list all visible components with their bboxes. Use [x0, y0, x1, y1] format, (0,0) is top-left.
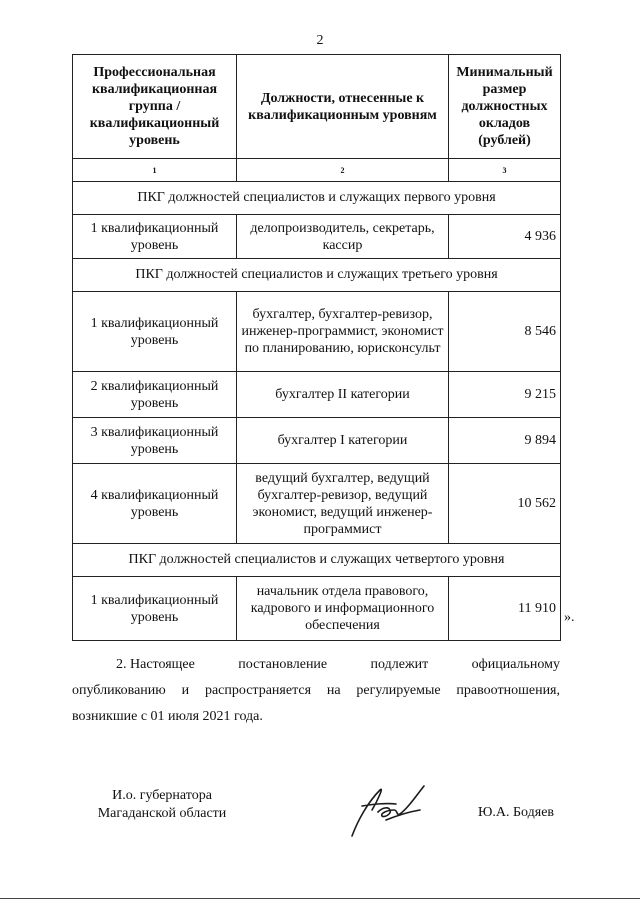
group-title: ПКГ должностей специалистов и служащих третьего уровня	[73, 259, 561, 292]
table-header-row	[73, 55, 561, 159]
handwritten-signature	[338, 780, 430, 840]
paragraph-word: подлежит	[370, 657, 429, 672]
positions: ведущий бухгалтер, ведущий бухгалтер-ревизор, ведущий экономист, ведущий инженер-программист	[237, 464, 449, 544]
qualification-level: 3 квалификационный уровень	[73, 418, 237, 464]
group-row	[73, 259, 561, 292]
paragraph-word: постановление	[238, 657, 328, 672]
qualification-level: 1 квалификационный уровень	[73, 215, 237, 259]
salary: 9 894	[449, 418, 561, 464]
signatory-title	[72, 787, 252, 823]
table-row	[73, 215, 561, 259]
paragraph-line-3: возникшие с 01 июля 2021 года.	[72, 709, 263, 724]
qualification-level: 2 квалификационный уровень	[73, 372, 237, 418]
header-group-level: Профессиональная квалификационная группа / квалификационный уровень	[73, 55, 237, 159]
paragraph-line-1	[72, 652, 560, 678]
header-min-salary: Минимальный размер должностных окладов (рублей)	[449, 55, 561, 159]
resolution-paragraph	[72, 652, 560, 730]
positions: делопроизводитель, секретарь, кассир	[237, 215, 449, 259]
closing-quote: ».	[564, 610, 575, 625]
salary: 11 910	[449, 577, 561, 641]
header-positions: Должности, отнесенные к квалификационным уровням	[237, 55, 449, 159]
column-number: 1	[73, 159, 237, 182]
paragraph-line-2: опубликованию и распространяется на регулируемые правоотношения,	[72, 683, 560, 698]
positions: начальник отдела правового, кадрового и информационного обеспечения	[237, 577, 449, 641]
group-row	[73, 182, 561, 215]
group-title: ПКГ должностей специалистов и служащих первого уровня	[73, 182, 561, 215]
table-row	[73, 292, 561, 372]
signatory-title-line: И.о. губернатора	[112, 788, 212, 803]
positions: бухгалтер, бухгалтер-ревизор, инженер-программист, экономист по планированию, юрисконсульт	[237, 292, 449, 372]
table-row	[73, 464, 561, 544]
group-title: ПКГ должностей специалистов и служащих четвертого уровня	[73, 544, 561, 577]
column-number: 3	[449, 159, 561, 182]
salary: 9 215	[449, 372, 561, 418]
salary-table	[72, 54, 561, 641]
page-bottom-rule	[0, 898, 640, 899]
group-row	[73, 544, 561, 577]
salary: 4 936	[449, 215, 561, 259]
salary: 8 546	[449, 292, 561, 372]
column-number: 2	[237, 159, 449, 182]
page-number: 2	[316, 33, 324, 48]
table-row	[73, 577, 561, 641]
column-number-row	[73, 159, 561, 182]
positions: бухгалтер I категории	[237, 418, 449, 464]
table-row	[73, 418, 561, 464]
signatory-title-line: Магаданской области	[97, 806, 227, 821]
table-row	[73, 372, 561, 418]
paragraph-word: официальному	[471, 657, 560, 672]
paragraph-word: 2. Настоящее	[116, 657, 195, 672]
qualification-level: 1 квалификационный уровень	[73, 292, 237, 372]
positions: бухгалтер II категории	[237, 372, 449, 418]
signatory-name: Ю.А. Бодяев	[478, 805, 555, 820]
qualification-level: 1 квалификационный уровень	[73, 577, 237, 641]
qualification-level: 4 квалификационный уровень	[73, 464, 237, 544]
salary: 10 562	[449, 464, 561, 544]
